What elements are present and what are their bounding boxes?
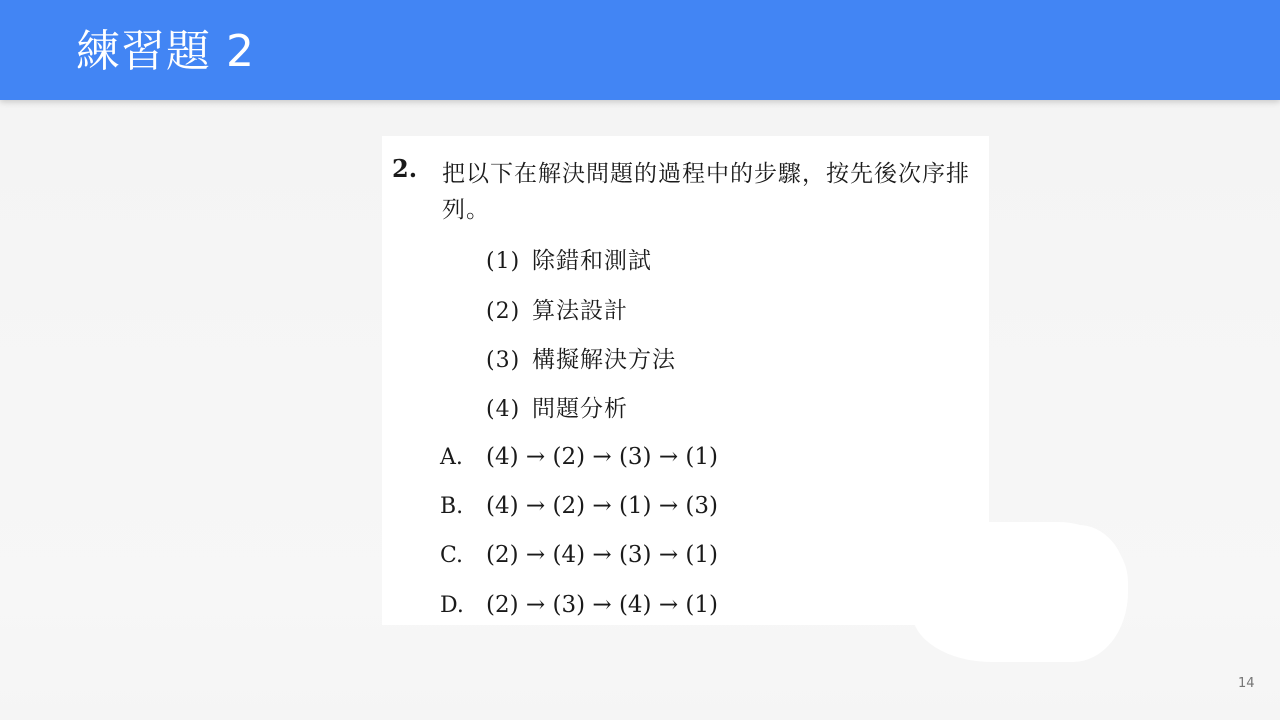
option-letter: D. [440, 593, 464, 618]
title-bar [0, 0, 1280, 100]
answer-option-c [440, 542, 718, 568]
step-label: 構擬解決方法 [532, 347, 676, 373]
question-image [382, 136, 989, 625]
step-item [486, 292, 628, 325]
step-number: (3) [486, 348, 521, 373]
step-label: 問題分析 [532, 396, 628, 422]
step-label: 算法設計 [532, 298, 628, 324]
option-sequence: (4) → (2) → (3) → (1) [486, 444, 718, 470]
step-number: (1) [486, 249, 521, 274]
step-item [486, 390, 628, 423]
option-letter: A. [440, 445, 463, 470]
white-blob-decoration-2 [1030, 525, 1126, 635]
option-letter: C. [440, 543, 464, 568]
slide-title: 練習題 2 [76, 26, 255, 77]
step-number: (2) [486, 299, 521, 324]
answer-option-b [440, 493, 718, 519]
option-sequence: (4) → (2) → (1) → (3) [486, 493, 718, 519]
question-text: 把以下在解決問題的過程中的步驟，按先後次序排列。 [442, 161, 970, 223]
question-number: 2. [392, 154, 418, 183]
option-sequence: (2) → (3) → (4) → (1) [486, 592, 718, 618]
answer-option-a [440, 444, 718, 470]
option-sequence: (2) → (4) → (3) → (1) [486, 542, 718, 568]
option-letter: B. [440, 494, 464, 519]
step-label: 除錯和測試 [532, 248, 652, 274]
step-item [486, 242, 652, 275]
answer-option-d [440, 592, 718, 618]
step-item [486, 341, 676, 374]
page-number: 14 [1238, 676, 1255, 691]
step-number: (4) [486, 397, 521, 422]
